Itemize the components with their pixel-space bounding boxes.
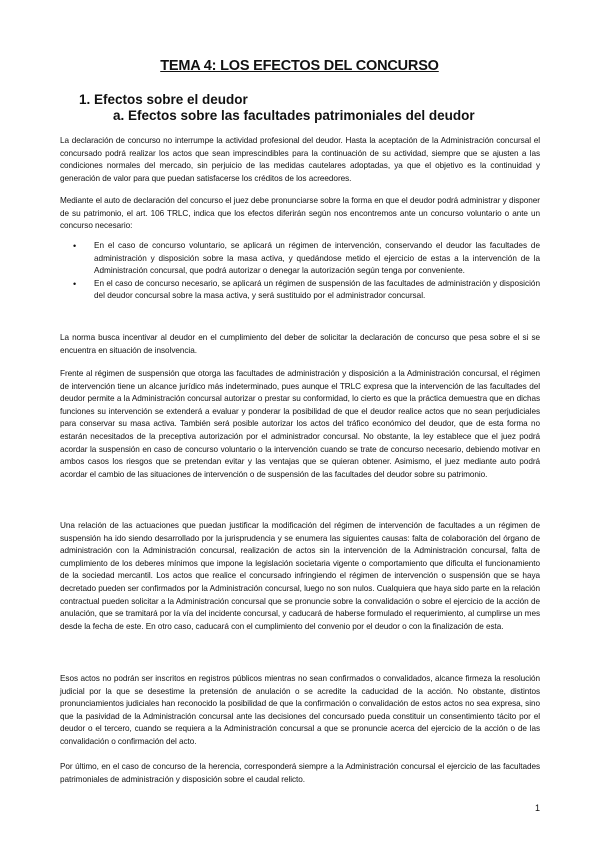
paragraph-5: Una relación de las actuaciones que puedan justificar la modificación del régimen de intervención de facultades a un régimen de suspensión ha ido siendo desarrollado por la jurisprudencia y se enumera las siguientes causas: falta de colaboración del órgano de administración con la Administración concursal, realización de actos sin la intervención de la Administración concursal, falta de cumplimiento de los deberes mínimos que impone la legislación societaria vigente o comportamiento que dificulta el funcionamiento de la sociedad mercantil. Los actos que realice el concursado infringiendo el régimen de intervención o suspensión que se haya decretado pueden ser confirmados por la Administración concursal, luego no son nulos. Cualquiera que haya sido parte en la relación contractual pueden solicitar a la Administración concursal que se pronuncie sobre la convalidación o sobre el ejercicio de la acción de anulación, que se tramitará por la vía del incidente concursal, y caducará de haberse formulado el requerimiento, al cumplirse un mes desde la fecha de este. En otro caso, caducará con el cumplimiento del convenio por el deudor o con la finalización de esta. xyxy=(60,521,540,631)
bullet-item xyxy=(60,240,540,278)
paragraph-7: Por último, en el caso de concurso de la herencia, corresponderá siempre a la Administración concursal el ejercicio de las facultades patrimoniales de administración y disposición sobre el caudal relicto. xyxy=(60,762,540,784)
paragraph-1: La declaración de concurso no interrumpe la actividad profesional del deudor. Hasta la aceptación de la Administración concursal el concursado podrá realizar los actos que sean imprescindibles para la continuación de su actividad, siempre que se ajusten a las condiciones normales del mercado, sin perjuicio de las medidas cautelares adoptadas, ya que el objetivo es la continuidad y generación de valor para que puedan satisfacerse los créditos de los acreedores. xyxy=(60,136,540,183)
paragraph-4: Frente al régimen de suspensión que otorga las facultades de administración y disposición a la Administración concursal, el régimen de intervención tiene un alcance jurídico más indeterminado, pues aunque el TRLC expresa que la intervención de las facultades del deudor permite a la Administración concursal autorizar o prestar su conformidad, lo cierto es que la práctica demuestra que en dichas funciones su intervención se extenderá a evaluar y ponderar la posibilidad de que el deudor realice actos que no sean perjudiciales para conservar su masa activa. También será posible autorizar los actos del tráfico económico del deudor, que de esta forma no estarán necesitados de la preceptiva autorización por el administrador concursal. No obstante, la ley establece que el juez podrá acordar la suspensión en caso de concurso voluntario o la intervención cuando se trate de concurso necesario, debiendo motivar en ambos casos los riesgos que se pretendan evitar y las ventajas que se quieran obtener. Asimismo, el juez mediante auto podrá acordar el cambio de las situaciones de intervención o de suspensión de las facultades del deudor sobre su patrimonio. xyxy=(60,369,540,479)
paragraph-2: Mediante el auto de declaración del concurso el juez debe pronunciarse sobre la forma en que el deudor podrá administrar y disponer de su patrimonio, el art. 106 TRLC, indica que los efectos diferirán según nos encontremos ante un concurso voluntario o ante un concurso necesario: xyxy=(60,196,540,231)
subsection-heading: a. Efectos sobre las facultades patrimoniales del deudor xyxy=(113,108,475,123)
section-heading: 1. Efectos sobre el deudor xyxy=(79,92,248,107)
bullet-text: En el caso de concurso voluntario, se aplicará un régimen de intervención, conservando el deudor las facultades de administración y disposición sobre la masa activa, y quedándose metido el ejercicio de estas a la intervención de la Administración concursal, que podrá autorizar o denegar la autorización según tenga por conveniente. xyxy=(94,241,540,276)
paragraph-3: La norma busca incentivar al deudor en el cumplimiento del deber de solicitar la declaración de concurso que pesa sobre el si se encuentra en situación de insolvencia. xyxy=(60,333,540,355)
bullet-icon: • xyxy=(73,241,77,251)
page-number: 1 xyxy=(535,803,541,813)
document-title: TEMA 4: LOS EFECTOS DEL CONCURSO xyxy=(160,58,439,74)
paragraph-6: Esos actos no podrán ser inscritos en registros públicos mientras no sean confirmados o convalidados, alcance firmeza la resolución judicial por la que se desestime la pretensión de anulación o se acredite la caducidad de la acción. No obstante, distintos pronunciamientos judiciales han reconocido la posibilidad de que la confirmación o convalidación de estos actos no sea expresa, sino que la pasividad de la Administración concursal ante las decisiones del concursado pueda constituir un consentimiento tácito por el deudor o el tercero, cuando se requiera a la Administración concursal a que se pronuncie acerca del ejercicio de la acción o de las convalidación o confirmación del acto. xyxy=(60,674,540,746)
bullet-list xyxy=(60,240,540,303)
bullet-icon: • xyxy=(73,278,77,289)
bullet-text: En el caso de concurso necesario, se aplicará un régimen de suspensión de las facultades de administración y disposición del deudor concursal sobre la masa activa, y será sustituido por el administrador concursal. xyxy=(94,278,540,301)
bullet-item xyxy=(60,278,540,303)
